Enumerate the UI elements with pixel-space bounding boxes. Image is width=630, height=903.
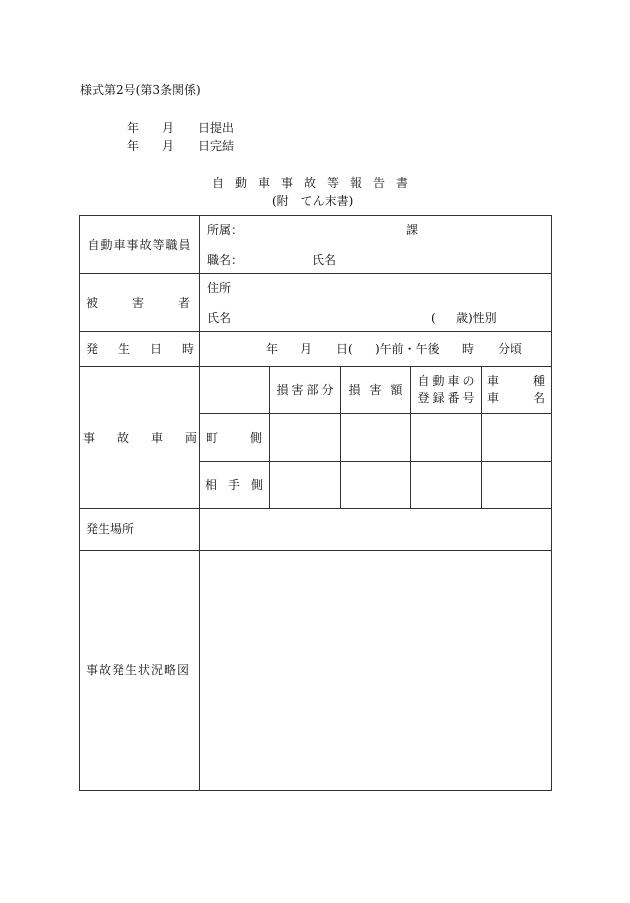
report-subtitle: (附 てん末書) [272,194,354,208]
job-title-label: 職名： [207,253,244,267]
row-town-side: 町側 [205,430,294,445]
datetime-day: 日( [336,342,353,356]
submitted-year-label: 年 [127,121,140,135]
vehicles-row-label [83,367,220,508]
datetime-row-label [86,332,215,366]
col-damage-part: 損害部分 [276,383,337,397]
completed-day-label: 日完結 [198,139,235,153]
address-label: 住所 [207,281,232,295]
datetime-month: 月 [300,342,313,356]
place-row-label: 発生場所 [86,522,135,536]
diagram-drawing-area[interactable] [200,551,551,790]
col-damage-amount: 損害額 [348,383,412,397]
submitted-month-label: 月 [162,121,175,135]
victim-label-text: 被害者 [86,295,225,310]
row-other-party: 相手側 [205,478,275,492]
completed-year-label: 年 [127,139,140,153]
datetime-hour: 時 [462,342,475,356]
age-gender-label: 歳)性別 [456,311,497,325]
col-vehicle-type-name: 車 種 車 名 [487,374,545,405]
datetime-label-text: 発生日時 [86,342,215,356]
section-label: 課 [406,223,419,237]
staff-row-label: 自動車事故等職員 [87,237,192,252]
diagram-row-label: 事故発生状況略図 [86,663,191,677]
victim-name-label: 氏名 [207,311,232,325]
form-number: 様式第2号(第3条関係) [80,83,201,97]
datetime-ampm: )午前・午後 [375,342,440,356]
age-open-paren: ( [431,311,436,325]
datetime-minute: 分頃 [498,342,523,356]
place-input-area[interactable] [200,509,551,550]
report-title: 自動車事故等報告書 [212,176,420,190]
datetime-year: 年 [266,342,279,356]
staff-name-label: 氏名 [312,253,337,267]
vehicles-label-text: 事故車両 [83,430,220,445]
submitted-day-label: 日提出 [198,121,235,135]
col-registration-number: 自動車の 登録番号 [417,374,478,405]
affiliation-label: 所属： [207,223,244,237]
completed-month-label: 月 [162,139,175,153]
